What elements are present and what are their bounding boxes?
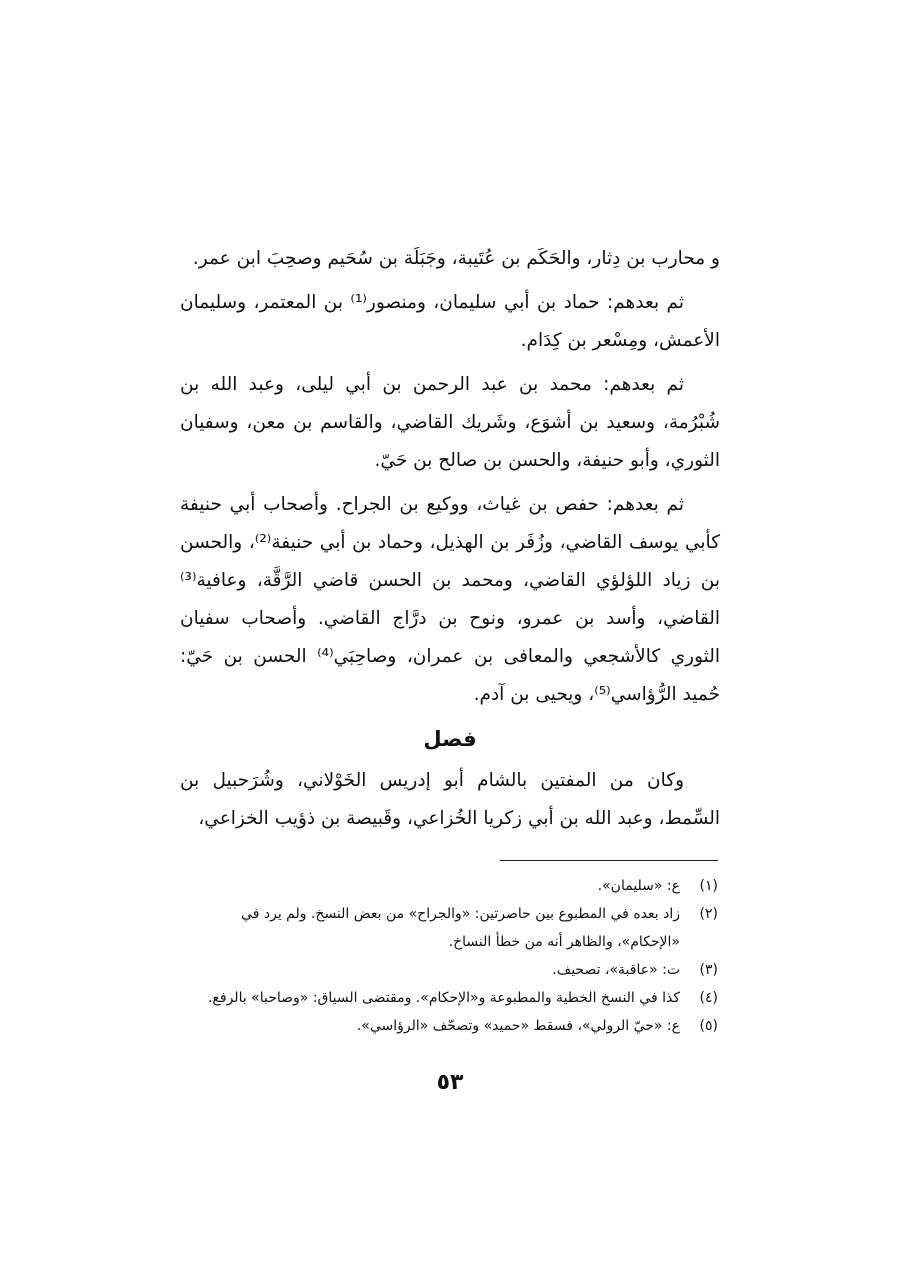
footnote-2 (182, 900, 718, 956)
footnote-text: ع: «حيّ الرولي»، فسقط «حميد» وتصحّف «الرؤاسي». (356, 1018, 680, 1034)
paragraph-2: ثم بعدهم: حماد بن أبي سليمان، ومنصور⁽¹⁾ بن المعتمر، وسليمان الأعمش، ومِسْعر بن كِدَام. (180, 292, 720, 351)
footnote-number: (٣) (699, 962, 718, 978)
section-heading: فصل (423, 727, 477, 751)
paragraph-3: ثم بعدهم: محمد بن عبد الرحمن بن أبي ليلى، وعبد الله بن شُبْرُمة، وسعيد بن أشوَع، وشَريك القاضي، والقاسم بن معن، وسفيان الثوري، وأبو حنيفة، والحسن بن صالح بن حَيّ. (180, 374, 720, 471)
footnote-text: ت: «عاقبة»، تصحيف. (552, 962, 680, 978)
footnote-number: (٥) (699, 1018, 718, 1034)
footnote-text: زاد بعده في المطبوع بين حاصرتين: «والجراح» من بعض النسخ. ولم يرد في «الإحكام»، والظاهر أنه من خطأ النساخ. (241, 906, 680, 950)
paragraph-4: ثم بعدهم: حفص بن غياث، ووكيع بن الجراح. وأصحاب أبي حنيفة كأبي يوسف القاضي، وزُفَر بن الهذيل، وحماد بن أبي حنيفة⁽²⁾، والحسن بن زياد اللؤلؤي القاضي، ومحمد بن الحسن قاضي الرَّقَّة، وعافية⁽³⁾ القاضي، وأسد بن عمرو، ونوح بن درَّاج القاضي. وأصحاب سفيان الثوري كالأشجعي والمعافى بن عمران، وصاحِبَي⁽⁴⁾ الحسن بن حَيّ: حُميد الرُّؤاسي⁽⁵⁾، ويحيى بن آدم. (180, 494, 720, 705)
main-text (180, 240, 720, 844)
footnote-number: (٢) (699, 906, 718, 922)
footnote-text: كذا في النسخ الخطية والمطبوعة و«الإحكام». ومقتضى السياق: «وصاحبا» بالرفع. (207, 990, 680, 1006)
footnote-1 (182, 872, 718, 900)
footnote-number: (١) (699, 878, 718, 894)
section-paragraph-1: وكان من المفتين بالشام أبو إدريس الخَوْلاني، وشُرَحبيل بن السِّمط، وعبد الله بن أبي زكريا الخُزاعي، وقَبيصة بن ذؤيب الخزاعي، (180, 770, 720, 829)
footnote-4 (182, 984, 718, 1012)
footnote-3 (182, 956, 718, 984)
footnote-5 (182, 1012, 718, 1040)
footnote-number: (٤) (699, 990, 718, 1006)
paragraph-1: و محارب بن دِثار، والحَكَم بن عُتَيبة، وجَبَلَة بن سُحَيم وصحِبَ ابن عمر. (192, 248, 720, 269)
footnote-divider (500, 860, 718, 861)
page-number: ٥٣ (436, 1070, 464, 1095)
footnotes (182, 872, 718, 1040)
footnote-text: ع: «سليمان». (597, 878, 680, 894)
